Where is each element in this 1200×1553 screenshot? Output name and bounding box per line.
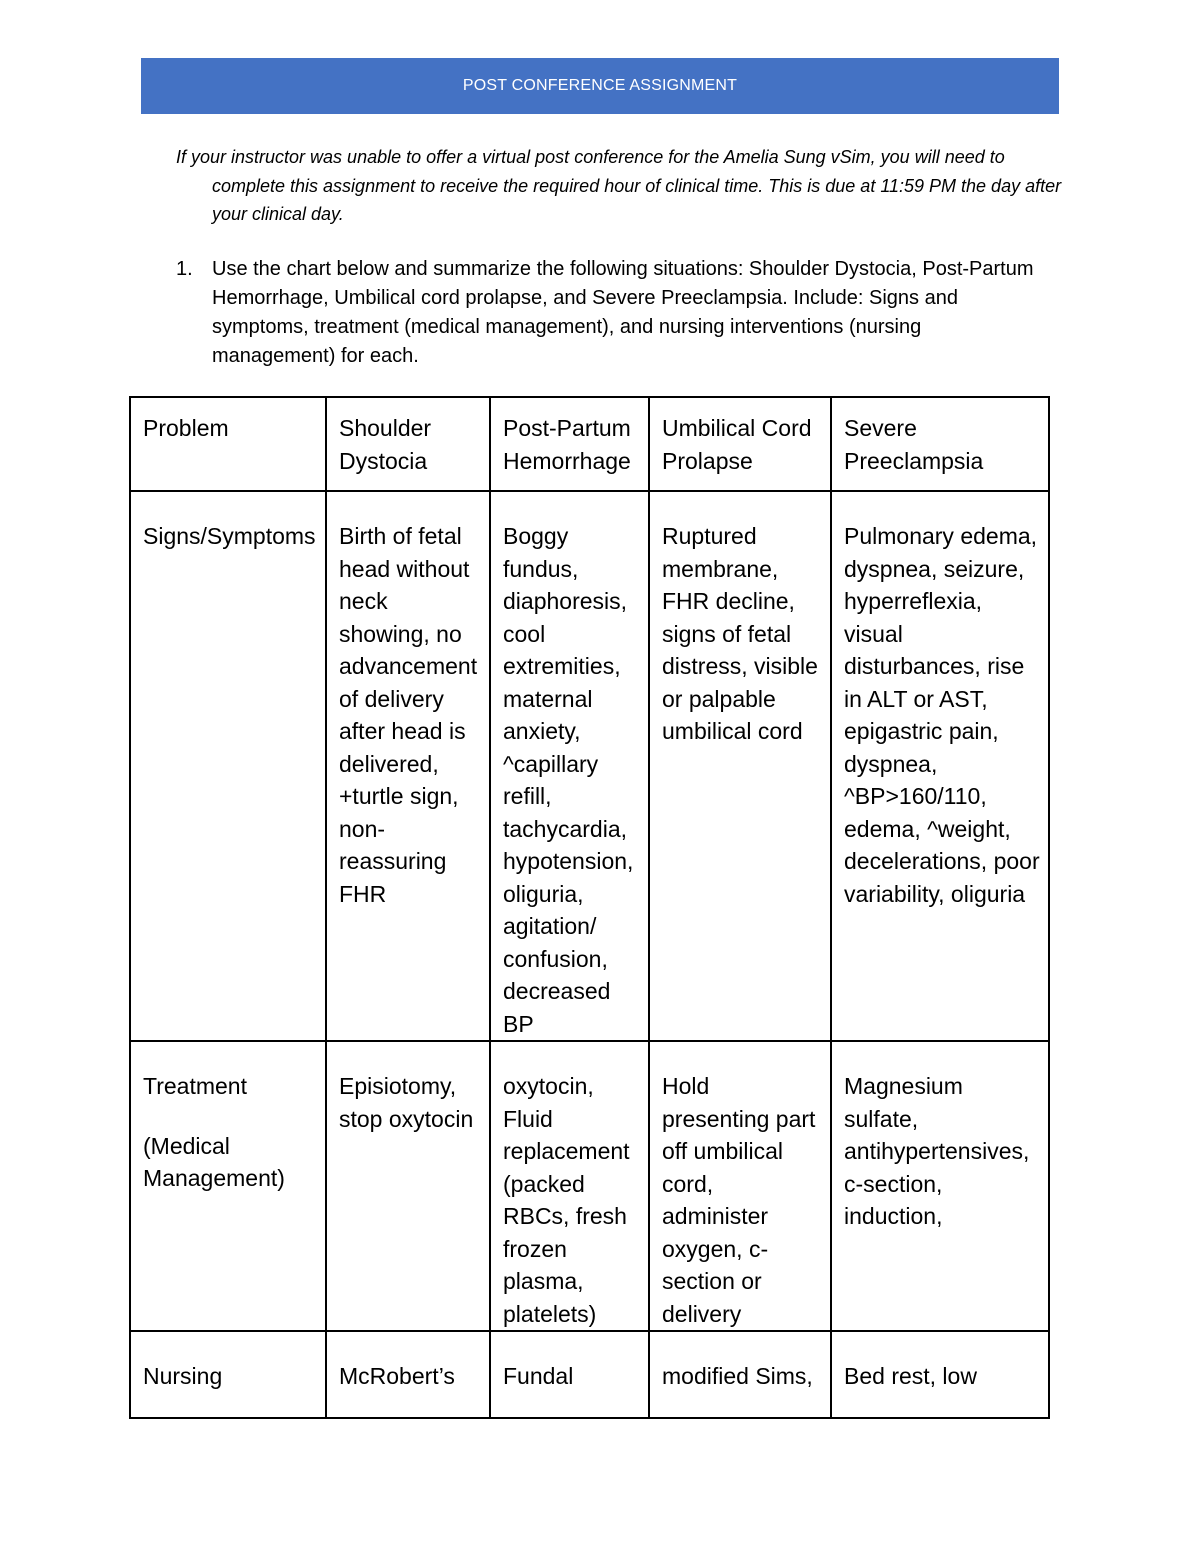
cell-treatment-severe-preeclampsia: Magnesium sulfate, antihypertensives, c-section, induction, [831, 1041, 1049, 1331]
question-number: 1. [176, 258, 193, 280]
treatment-label: Treatment [143, 1073, 247, 1099]
cell-treatment-post-partum-hemorrhage: oxytocin, Fluid replacement (packed RBCs, fresh frozen plasma, platelets) [490, 1041, 649, 1331]
row-label-nursing: Nursing [130, 1331, 326, 1418]
cell-signs-severe-preeclampsia: Pulmonary edema, dyspnea, seizure, hyperreflexia, visual disturbances, rise in ALT or AST, epigastric pain, dyspnea, ^BP>160/110, edema, ^weight, decelerations, poor variability, oliguria [831, 491, 1049, 1041]
cell-treatment-shoulder-dystocia: Episiotomy, stop oxytocin [326, 1041, 490, 1331]
cell-signs-shoulder-dystocia: Birth of fetal head without neck showing, no advancement of delivery after head is delivered, +turtle sign, non-reassuring FHR [326, 491, 490, 1041]
header-severe-preeclampsia: Severe Preeclampsia [831, 397, 1049, 491]
row-label-signs-symptoms: Signs/Symptoms [130, 491, 326, 1041]
question-text: Use the chart below and summarize the following situations: Shoulder Dystocia, Post-Partum Hemorrhage, Umbilical cord prolapse, and Severe Preeclampsia. Include: Signs and symptoms, treatment (medical management), and nursing interventions (nursing management) for each. [212, 258, 1034, 367]
table-row-treatment [130, 1041, 1049, 1331]
cell-nursing-shoulder-dystocia: McRobert’s [326, 1331, 490, 1418]
cell-nursing-severe-preeclampsia: Bed rest, low [831, 1331, 1049, 1418]
title-banner [141, 58, 1059, 114]
header-shoulder-dystocia: Shoulder Dystocia [326, 397, 490, 491]
summary-table [129, 396, 1050, 1419]
header-problem: Problem [130, 397, 326, 491]
table-row-signs-symptoms [130, 491, 1049, 1041]
row-label-treatment [130, 1041, 326, 1331]
treatment-sublabel: (Medical Management) [143, 1132, 285, 1191]
cell-nursing-umbilical-cord-prolapse: modified Sims, [649, 1331, 831, 1418]
cell-nursing-post-partum-hemorrhage: Fundal [490, 1331, 649, 1418]
question-1 [176, 255, 1046, 371]
document-title: POST CONFERENCE ASSIGNMENT [462, 77, 738, 94]
cell-signs-umbilical-cord-prolapse: Ruptured membrane, FHR decline, signs of fetal distress, visible or palpable umbilical cord [649, 491, 831, 1041]
cell-treatment-umbilical-cord-prolapse: Hold presenting part off umbilical cord, administer oxygen, c-section or delivery [649, 1041, 831, 1331]
header-post-partum-hemorrhage: Post-Partum Hemorrhage [490, 397, 649, 491]
table-row-nursing [130, 1331, 1049, 1418]
table-header-row [130, 397, 1049, 491]
intro-instructions: If your instructor was unable to offer a virtual post conference for the Amelia Sung vSim, you will need to complete this assignment to receive the required hour of clinical time. This is due at 11:59 PM the day after your clinical day. [176, 147, 1062, 224]
cell-signs-post-partum-hemorrhage: Boggy fundus, diaphoresis, cool extremities, maternal anxiety, ^capillary refill, tachycardia, hypotension, oliguria, agitation/ confusion, decreased BP [490, 491, 649, 1041]
header-umbilical-cord-prolapse: Umbilical Cord Prolapse [649, 397, 831, 491]
